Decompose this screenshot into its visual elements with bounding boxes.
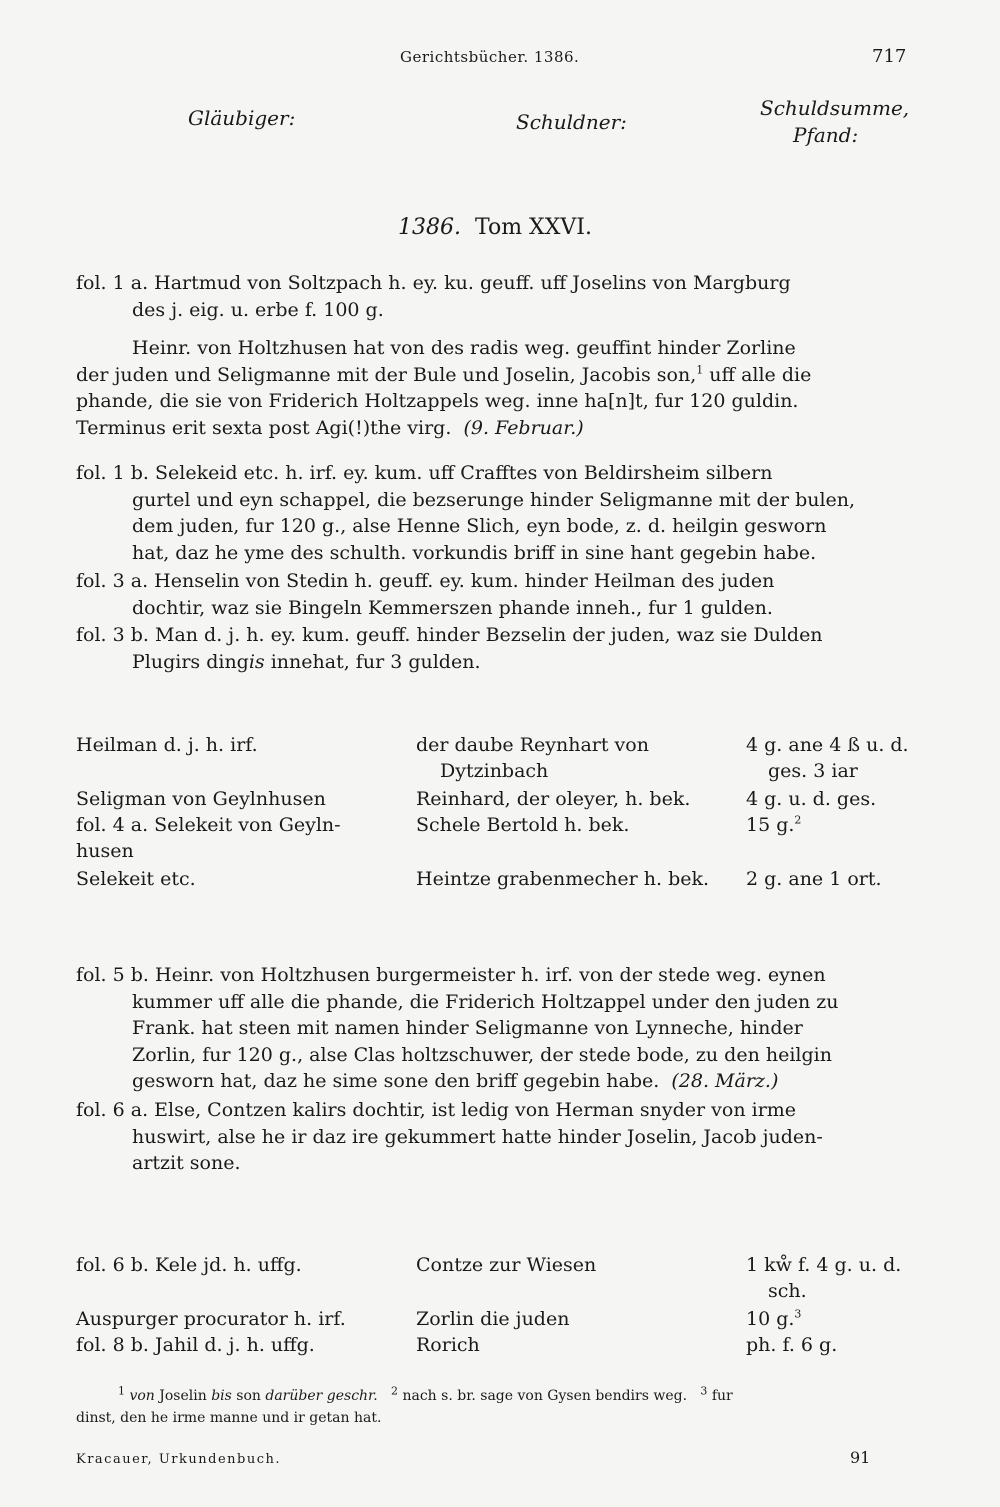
- footnote-ref-1: 1: [696, 363, 704, 377]
- entry-line: Zorlin, fur 120 g., alse Clas holtzschuwer, der stede bode, zu den heilgin: [132, 1043, 832, 1066]
- entry-date: (9. Februar.): [463, 416, 584, 439]
- entry-fol-5b: [76, 962, 926, 1095]
- cell-text: 15 g.: [746, 814, 795, 836]
- entry-line: fol. 3 a. Henselin von Stedin h. geuff. ey. kum. hinder Heilman des juden: [76, 570, 775, 592]
- cell-text: Dytzinbach: [440, 760, 549, 782]
- table-cell-creditor: Heilman d. j. h. irf.: [76, 734, 258, 756]
- table-cell-debtor: Heintze grabenmecher h. bek.: [416, 868, 710, 890]
- table-cell-amount: [746, 732, 936, 784]
- footnote-text: Joselin: [154, 1388, 212, 1404]
- footnote-text-italic: darüber geschr.: [265, 1388, 378, 1404]
- entry-line: Heinr. von Holtzhusen hat von des radis weg. geuffint hinder Zorline: [132, 337, 796, 359]
- entry-line: phande, die sie von Friderich Holtzappels weg. inne ha[n]t, fur 120 guldin.: [76, 390, 799, 412]
- footnote-ref-2: 2: [794, 813, 802, 827]
- entry-text: uff alle die: [703, 363, 812, 386]
- entry-line: fol. 6 a. Else, Contzen kalirs dochtir, ist ledig von Herman snyder von irme: [76, 1099, 797, 1121]
- table-cell-amount: [746, 1306, 936, 1332]
- column-heading-amount-1: Schuldsumme,: [760, 96, 910, 120]
- entry-line: gurtel und eyn schappel, die bezserunge hinder Seligmanne mit der bulen,: [132, 488, 856, 511]
- entry-line: des j. eig. u. erbe f. 100 g.: [132, 298, 384, 321]
- cell-text: ges. 3 iar: [768, 760, 858, 782]
- table-cell-creditor: Auspurger procurator h. irf.: [76, 1308, 346, 1330]
- column-heading-amount-2: Pfand:: [793, 123, 859, 147]
- entry-text: gesworn hat, daz he sime sone den briff gegebin habe.: [132, 1070, 660, 1092]
- table-cell-amount: 4 g. u. d. ges.: [746, 788, 877, 810]
- entry-line: hat, daz he yme des schulth. vorkundis briff in sine hant gegebin habe.: [132, 541, 817, 564]
- section-tom: Tom XXVI.: [474, 215, 592, 240]
- table-cell-debtor: Contze zur Wiesen: [416, 1254, 597, 1276]
- cell-text: 4 g. ane 4 ß u. d.: [746, 734, 909, 756]
- cell-text: der daube Reynhart von: [416, 734, 649, 756]
- footnote-text: nach s. br. sage von Gysen bendirs weg.: [398, 1388, 688, 1404]
- cell-text: 10 g.: [746, 1308, 795, 1330]
- entry-line: [76, 649, 926, 676]
- table-cell-creditor: Seligman von Geylnhusen: [76, 788, 326, 810]
- entry-line: fol. 3 b. Man d. j. h. ey. kum. geuff. hinder Bezselin der juden, waz sie Dulden: [76, 624, 823, 646]
- entry-line: Frank. hat steen mit namen hinder Seligmanne von Lynneche, hinder: [132, 1017, 803, 1039]
- footnote-text: son: [231, 1388, 266, 1404]
- entry-fol-3b: [76, 622, 926, 675]
- cell-text: husen: [76, 840, 134, 862]
- table-cell-creditor: [76, 812, 406, 864]
- table-cell-creditor: Selekeit etc.: [76, 868, 196, 890]
- page-number: 717: [872, 46, 907, 67]
- table-cell-debtor: Reinhard, der oleyer, h. bek.: [416, 788, 691, 810]
- entry-line: artzit sone.: [132, 1152, 241, 1174]
- table-cell-amount: [746, 812, 936, 838]
- table-cell-debtor: [416, 732, 736, 784]
- table-cell-amount: 2 g. ane 1 ort.: [746, 868, 882, 890]
- entry-fol-1a: [76, 270, 926, 323]
- footer-signature: 91: [850, 1448, 871, 1467]
- cell-text: fol. 4 a. Selekeit von Geyln-: [76, 814, 341, 836]
- entry-line: kummer uff alle die phande, die Friderich Holtzappel under den juden zu: [132, 990, 839, 1013]
- entry-holtzhusen: [76, 335, 926, 441]
- entry-text: innehat, fur 3 gulden.: [264, 650, 481, 673]
- table-cell-debtor: Zorlin die juden: [416, 1308, 570, 1330]
- entry-line: dochtir, waz sie Bingeln Kemmerszen phande inneh., fur 1 gulden.: [132, 596, 773, 619]
- entry-fol-3a: [76, 568, 926, 621]
- footnote-text: fur: [707, 1388, 733, 1404]
- footnote-text-italic: von: [129, 1388, 155, 1404]
- footer-source: Kracauer, Urkundenbuch.: [76, 1452, 281, 1467]
- table-cell-creditor: fol. 6 b. Kele jd. h. uffg.: [76, 1254, 302, 1276]
- entry-date: (28. März.): [671, 1070, 779, 1092]
- footnote-text-italic: bis: [211, 1388, 232, 1404]
- entry-line: fol. 5 b. Heinr. von Holtzhusen burgermeister h. irf. von der stede weg. eynen: [76, 964, 826, 986]
- entry-text: Plugirs ding: [132, 650, 249, 673]
- table-cell-debtor: Schele Bertold h. bek.: [416, 814, 630, 836]
- footnote-mark: 1: [118, 1384, 125, 1398]
- table-cell-amount: ph. f. 6 g.: [746, 1334, 838, 1356]
- entry-line: [76, 362, 926, 389]
- section-title: [398, 215, 592, 240]
- entry-fol-1b: [76, 460, 926, 566]
- table-cell-amount: [746, 1252, 936, 1304]
- entry-line: fol. 1 b. Selekeid etc. h. irf. ey. kum. uff Crafftes von Beldirsheim silbern: [76, 462, 773, 484]
- column-heading-creditor: Gläubiger:: [188, 106, 296, 130]
- cell-text: 1 kẘ f. 4 g. u. d.: [746, 1254, 902, 1276]
- section-year: 1386.: [398, 215, 461, 240]
- entry-line: [76, 1068, 926, 1095]
- entry-line: huswirt, alse he ir daz ire gekummert hatte hinder Joselin, Jacob juden-: [132, 1125, 823, 1148]
- entry-line: [76, 415, 926, 442]
- footnotes: [76, 1386, 968, 1406]
- footnote-continuation: dinst, den he irme manne und ir getan hat.: [76, 1410, 382, 1426]
- entry-line: fol. 1 a. Hartmud von Soltzpach h. ey. ku. geuff. uff Joselins von Margburg: [76, 272, 791, 294]
- footnote-mark: 2: [391, 1384, 399, 1398]
- footnote-mark: 3: [700, 1384, 708, 1398]
- entry-text: der juden und Seligmanne mit der Bule und Joselin, Jacobis son,: [76, 363, 697, 386]
- entry-fol-6a: [76, 1097, 926, 1177]
- footnote-ref-3: 3: [794, 1307, 802, 1321]
- column-heading-debtor: Schuldner:: [516, 110, 627, 134]
- table-cell-creditor: fol. 8 b. Jahil d. j. h. uffg.: [76, 1334, 315, 1356]
- entry-text-italic: is: [248, 650, 265, 673]
- footnote-line: [118, 1386, 968, 1406]
- running-head: Gerichtsbücher. 1386.: [400, 48, 580, 66]
- cell-text: sch.: [768, 1280, 807, 1302]
- entry-text: Terminus erit sexta post Agi(!)the virg.: [76, 416, 452, 439]
- entry-line: dem juden, fur 120 g., alse Henne Slich, eyn bode, z. d. heilgin gesworn: [132, 515, 827, 537]
- table-cell-debtor: Rorich: [416, 1334, 480, 1356]
